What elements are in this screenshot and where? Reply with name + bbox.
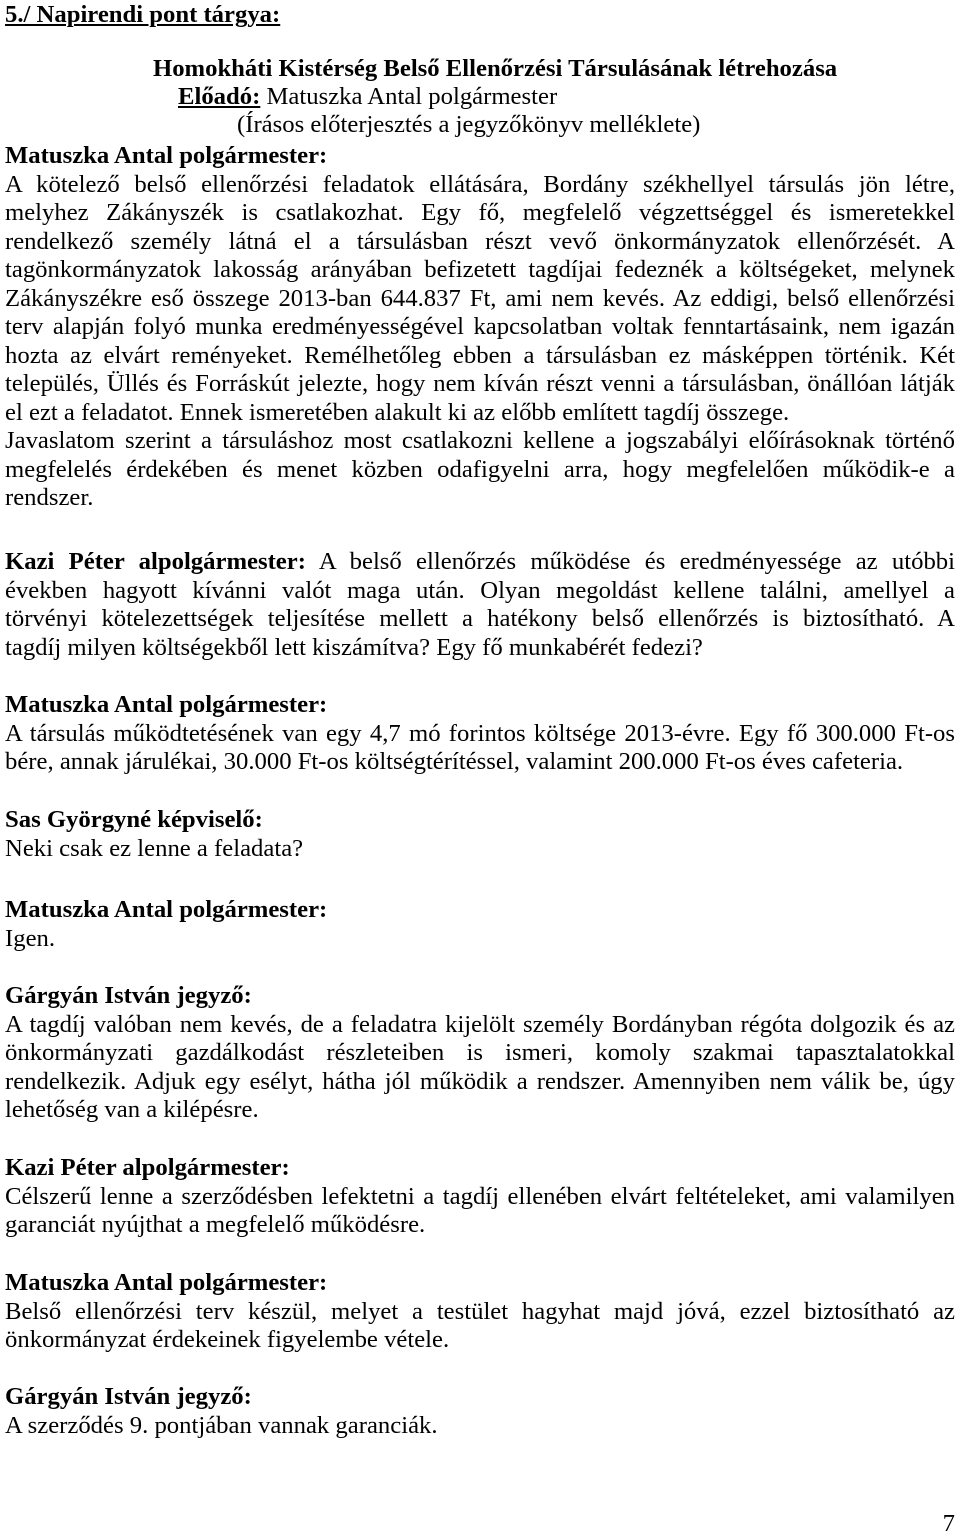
speech-line: tagdíj milyen költségekből lett kiszámítva? Egy fő munkabérét fedezi?	[5, 633, 703, 661]
speech-entry	[5, 1383, 955, 1440]
speech-line: A kötelező belső ellenőrzési feladatok ellátására, Bordány székhellyel társulás jön létre,	[5, 170, 955, 198]
agenda-heading: 5./ Napirendi pont tárgya:	[5, 1, 281, 28]
speech-entry	[5, 896, 955, 953]
speech-line: rendszer.	[5, 484, 94, 511]
speech-line: tagönkormányzatok lakosság arányában befizetett tagdíjai fedeznék a költségeket, melynek	[5, 256, 955, 283]
speech-line: el ezt a feladatot. Ennek ismeretében alakult ki az előbb említett tagdíj összege.	[5, 398, 790, 426]
written-proposal-note: (Írásos előterjesztés a jegyzőkönyv melléklete)	[237, 111, 701, 138]
speech-line: Neki csak ez lenne a feladata?	[5, 834, 304, 862]
speaker-name: Gárgyán István jegyző:	[5, 1383, 252, 1410]
speech-line: A szerződés 9. pontjában vannak garanciák.	[5, 1411, 438, 1439]
speech-entry	[5, 806, 955, 863]
speech-line: rendelkezik. Adjuk egy esélyt, hátha jól működik a rendszer. Amennyiben nem válik be, úgy	[5, 1067, 955, 1095]
speaker-name: Gárgyán István jegyző:	[5, 982, 252, 1009]
presenter-line	[178, 83, 557, 112]
speech-line: években hagyott kívánni valót maga után. Olyan megoldást kellene találni, amellyel a	[5, 576, 955, 604]
speech-entry	[5, 1154, 955, 1240]
speech-line: terv alapján folyó munka eredményességével kapcsolatban voltak fenntartásaink, nem igazán	[5, 313, 955, 340]
speaker-name: Matuszka Antal polgármester:	[5, 142, 328, 169]
speech-line: törvényi kötelezettségek teljesítése mellett a hatékony belső ellenőrzés is biztosítható. A	[5, 605, 955, 632]
speaker-name: Matuszka Antal polgármester:	[5, 691, 328, 718]
speaker-name: Matuszka Antal polgármester:	[5, 896, 328, 923]
speech-line: önkormányzati gazdálkodást részleteiben is ismeri, komoly szakmai tapasztalatokkal	[5, 1039, 955, 1066]
speech-line	[5, 548, 955, 577]
page-number: 7	[942, 1510, 955, 1537]
speech-entry	[5, 691, 955, 777]
agenda-title: Homokháti Kistérség Belső Ellenőrzési Társulásának létrehozása	[153, 55, 838, 82]
speech-line: A tagdíj valóban nem kevés, de a feladatra kijelölt személy Bordányban régóta dolgozik és az	[5, 1010, 955, 1038]
speech-line: Belső ellenőrzési terv készül, melyet a testület hagyhat majd jóvá, ezzel biztosítható az	[5, 1297, 955, 1325]
speech-line: hozta az elvárt reményeket. Remélhetőleg ebben a társulásban ez másképpen történik. Két	[5, 341, 955, 369]
speech-line: önkormányzat érdekeinek figyelembe vétele.	[5, 1326, 450, 1353]
speech-line: melyhez Zákányszék is csatlakozhat. Egy fő, megfelelő végzettséggel és ismeretekkel	[5, 199, 955, 226]
presenter-label: Előadó:	[178, 83, 261, 110]
speech-line: megfelelés érdekében és menet közben odafigyelni arra, hogy megfelelően működik-e a	[5, 455, 955, 483]
speaker-name: Matuszka Antal polgármester:	[5, 1269, 328, 1296]
speech-line: rendelkező személy látná el a társulásban részt vevő önkormányzatok ellenőrzését. A	[5, 227, 955, 255]
speech-line: garanciát nyújthat a megfelelő működésre.	[5, 1211, 426, 1238]
speech-entry	[5, 1269, 955, 1355]
speech-entry	[5, 982, 955, 1125]
speech-line: A társulás működtetésének van egy 4,7 mó forintos költsége 2013-évre. Egy fő 300.000 Ft-os	[5, 719, 955, 747]
speech-line: Célszerű lenne a szerződésben lefektetni a tagdíj ellenében elvárt feltételeket, ami valamilyen	[5, 1182, 955, 1210]
speaker-name: Kazi Péter alpolgármester:	[5, 548, 306, 575]
speech-line: lehetőség van a kilépésre.	[5, 1096, 259, 1123]
speech-line: Javaslatom szerint a társuláshoz most csatlakozni kellene a jogszabályi előírásoknak történő	[5, 427, 955, 454]
speech-line: bére, annak járulékai, 30.000 Ft-os költségtérítéssel, valamint 200.000 Ft-os éves cafeteria.	[5, 748, 904, 775]
speech-entry	[5, 142, 955, 513]
speaker-name: Sas Györgyné képviselő:	[5, 806, 263, 833]
speech-line: Zákányszékre eső összege 2013-ban 644.837 Ft, ami nem kevés. Az eddigi, belső ellenőrzési	[5, 284, 955, 312]
speech-line: Igen.	[5, 924, 56, 952]
presenter-name: Matuszka Antal polgármester	[266, 83, 558, 110]
speaker-name: Kazi Péter alpolgármester:	[5, 1154, 290, 1181]
speech-line: település, Üllés és Forráskút jelezte, hogy nem kíván részt venni a társulásban, önállóan látják	[5, 370, 955, 397]
speech-text: A belső ellenőrzés működése és eredményessége az utóbbi	[318, 548, 956, 575]
speech-entry	[5, 548, 955, 662]
